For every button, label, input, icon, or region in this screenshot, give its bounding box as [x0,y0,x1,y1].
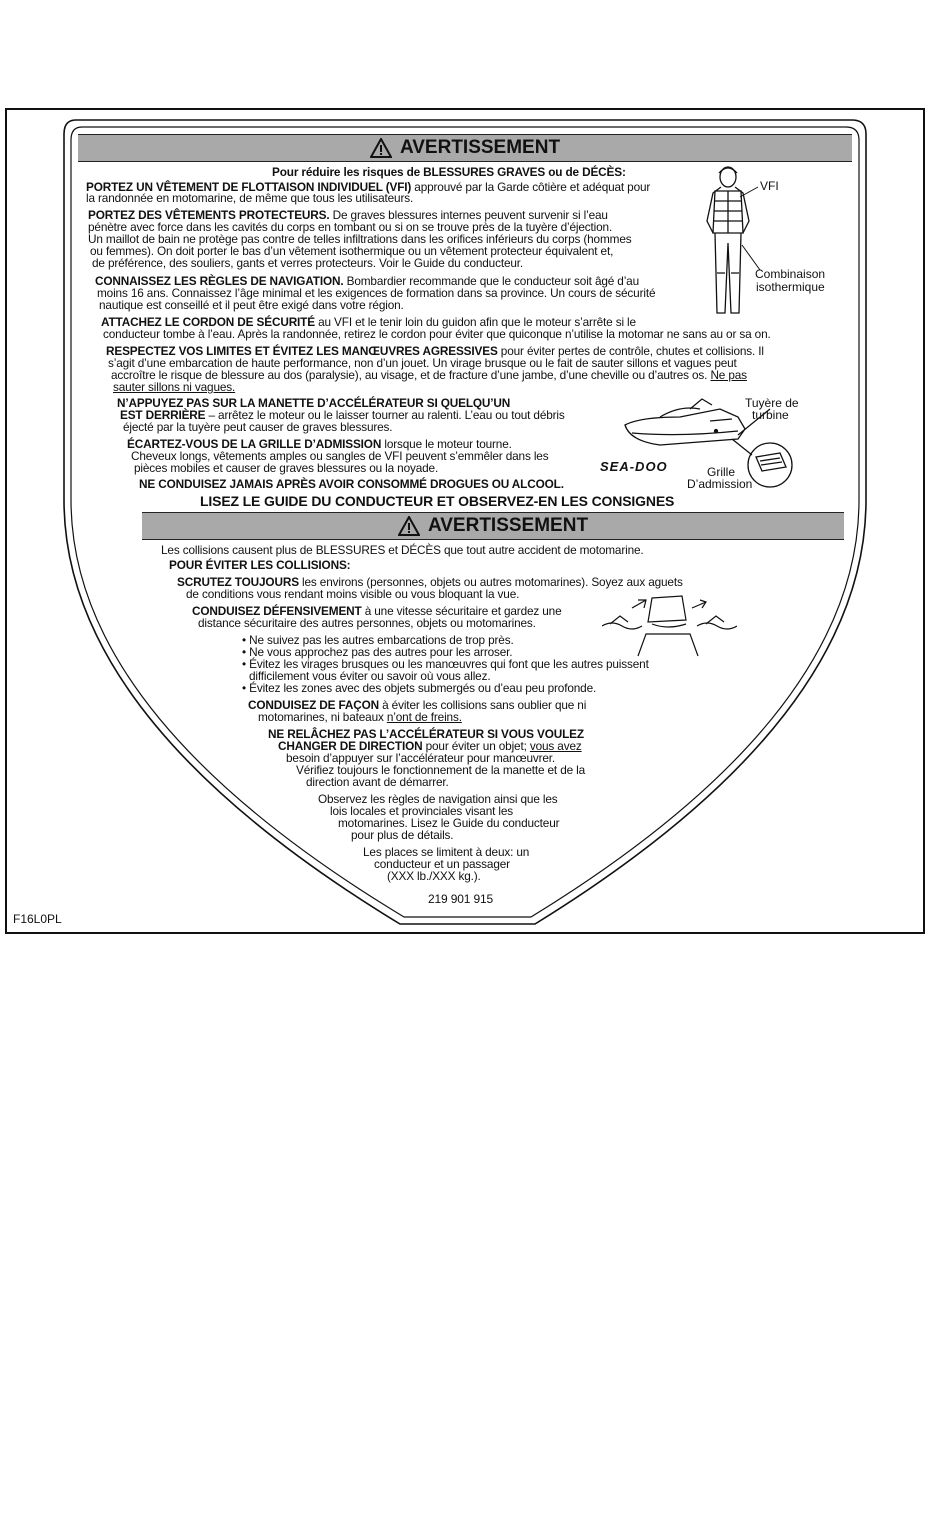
text-line: pièces mobiles et causer de graves blessures ou la noyade. [134,461,439,475]
bullet-item: • Ne suivez pas les autres embarcations de trop près. [242,633,514,647]
text-line: conducteur et un passager [374,857,510,871]
paragraph-throttle: N’APPUYEZ PAS SUR LA MANETTE D’ACCÉLÉRATEUR SI QUELQU’UN [117,396,511,410]
collision-intro: Les collisions causent plus de BLESSURES et DÉCÈS que tout autre accident de motomarine. [161,543,644,557]
text: accroître le risque de blessure au dos (paralysie), au visage, et de fracture d’une jambe, d’une cheville ou d’autres os. [111,368,708,382]
text-line: conducteur tombe à l’eau. Après la randonnée, retirez le cordon pour éviter que quiconque n’utilise la motomar ne sans au or sa on. [103,327,771,341]
underlined-text: n’ont de freins. [386,710,462,724]
bullet-item: • Évitez les zones avec des objets submergés ou d’eau peu profonde. [242,681,597,695]
warning-header-text: AVERTISSEMENT [427,515,589,536]
text-line: pour plus de détails. [351,828,454,842]
heading: EST DERRIÈRE [120,408,206,422]
part-number: 219 901 915 [428,892,494,906]
text-line: lois locales et provinciales visant les [330,804,513,818]
text-line: ou femmes). On doit porter le bas d’un vêtement isothermique ou un vêtement protecteur équivalent et, [90,244,614,258]
text-line: pénètre avec force dans les cavités du corps en tombant ou si on se trouve près de la tuyère d’éjection. [88,220,613,234]
warning-triangle-icon [398,516,420,536]
seadoo-logo: SEA-DOO [600,459,668,474]
heading: SCRUTEZ TOUJOURS [177,575,299,589]
text-line: (XXX lb./XXX kg.). [387,869,481,883]
warning-header-1 [78,134,852,162]
heading: CONDUISEZ DÉFENSIVEMENT [192,604,362,618]
text: motomarines, ni bateaux [258,710,387,724]
heading: PORTEZ UN VÊTEMENT DE FLOTTAISON INDIVIDUEL (VFI) [86,180,412,194]
heading: CONNAISSEZ LES RÈGLES DE NAVIGATION. [95,274,344,288]
warning-header-2 [142,512,844,540]
bullet-item: • Évitez les virages brusques ou les manœuvres qui font que les autres puissent [242,657,649,671]
paragraph-rules: Observez les règles de navigation ainsi que les [318,792,558,806]
text: à une vitesse sécuritaire et gardez une [361,604,562,618]
text: De graves blessures internes peuvent survenir si l’eau [329,208,608,222]
label-turbine: turbine [752,408,789,422]
text: lorsque le moteur tourne. [381,437,512,451]
text: pour éviter pertes de contrôle, chutes et collisions. Il [497,344,764,358]
bullet-item: • Ne vous approchez pas des autres pour les arroser. [242,645,513,659]
text: les environs (personnes, objets ou autres motomarines). Soyez aux aguets [298,575,683,589]
text: à éviter les collisions sans oublier que ni [379,698,587,712]
underlined-text: vous avez [529,739,582,753]
underlined-text: Ne pas [710,368,747,382]
text-line: motomarines. Lisez le Guide du conducteur [338,816,560,830]
text-line: la randonnée en motomarine, de même que tous les utilisateurs. [86,191,414,205]
callout-lines [738,185,768,275]
heading: RESPECTEZ VOS LIMITES ET ÉVITEZ LES MANŒUVRES AGRESSIVES [106,344,498,358]
text: au VFI et le tenir loin du guidon afin que le moteur s’arrête si le [314,315,636,329]
text-line: moins 16 ans. Connaissez l’âge minimal et les exigences de formation dans sa province. Un cours de sécurité [97,286,656,300]
heading: ATTACHEZ LE CORDON DE SÉCURITÉ [101,315,315,329]
label-vfi: VFI [760,179,779,193]
text-line: Vérifiez toujours le fonctionnement de la manette et de la [296,763,586,777]
label-isothermique: isothermique [756,280,825,294]
text-line: de conditions vous rendant moins visible ou vous bloquant la vue. [186,587,520,601]
text: pour éviter un objet; [422,739,530,753]
text: – arrêtez le moteur ou le laisser tourner au ralenti. L’eau ou tout débris [205,408,565,422]
bullet-item-cont: difficilement vous éviter ou savoir où vous allez. [249,669,491,683]
text-line: s’agit d’une embarcation de haute performance, non d’un jouet. Un virage brusque ou le fait de sauter sillons et vagues peut [108,356,737,370]
heading: CONDUISEZ DE FAÇON [248,698,380,712]
heading: ÉCARTEZ-VOUS DE LA GRILLE D’ADMISSION [127,437,382,451]
paragraph-capacity: Les places se limitent à deux: un [363,845,530,859]
label-tuyere: Tuyère de [745,396,799,410]
text: Bombardier recommande que le conducteur soit âgé d’au [343,274,640,288]
label-admission: D’admission [687,477,753,491]
paragraph-alcohol: NE CONDUISEZ JAMAIS APRÈS AVOIR CONSOMMÉ DROGUES OU ALCOOL. [139,477,564,491]
text-line: distance sécuritaire des autres personnes, objets ou motomarines. [198,616,536,630]
text-line: éjecté par la tuyère peut causer de graves blessures. [123,420,393,434]
label-combinaison: Combinaison [755,267,826,281]
heading: PORTEZ DES VÊTEMENTS PROTECTEURS. [88,208,330,222]
paragraph-throttle-steer: NE RELÂCHEZ PAS L’ACCÉLÉRATEUR SI VOUS VOULEZ [268,727,584,741]
warning-triangle-icon [370,138,392,158]
label-grille: Grille [707,465,736,479]
text-line: de préférence, des souliers, gants et verres protecteurs. Voir le Guide du conducteur. [92,256,524,270]
text-line: nautique est conseillé et il peut être exigé dans votre région. [99,298,404,312]
text: approuvé par la Garde côtière et adéquat pour [411,180,651,194]
warning-header-text: AVERTISSEMENT [399,137,561,158]
text-line: Cheveux longs, vêtements amples ou sangles de VFI peuvent s’emmêler dans les [131,449,549,463]
intro-text: Pour réduire les risques de BLESSURES GRAVES ou de DÉCÈS: [272,165,626,179]
text-line: besoin d’appuyer sur l’accélérateur pour manœuvrer. [286,751,556,765]
read-guide: LISEZ LE GUIDE DU CONDUCTEUR ET OBSERVEZ-EN LES CONSIGNES [200,493,675,509]
text-line: Un maillot de bain ne protège pas contre de telles infiltrations dans les orifices inférieurs du corps (hommes [88,232,632,246]
avoid-collisions-heading: POUR ÉVITER LES COLLISIONS: [169,558,351,572]
text-line: direction avant de démarrer. [306,775,449,789]
text-line [258,712,462,724]
figure-code: F16L0PL [13,912,62,926]
heading: CHANGER DE DIRECTION [278,739,423,753]
riders-illustration [602,590,737,660]
text-line: sauter sillons ni vagues. [113,380,236,394]
